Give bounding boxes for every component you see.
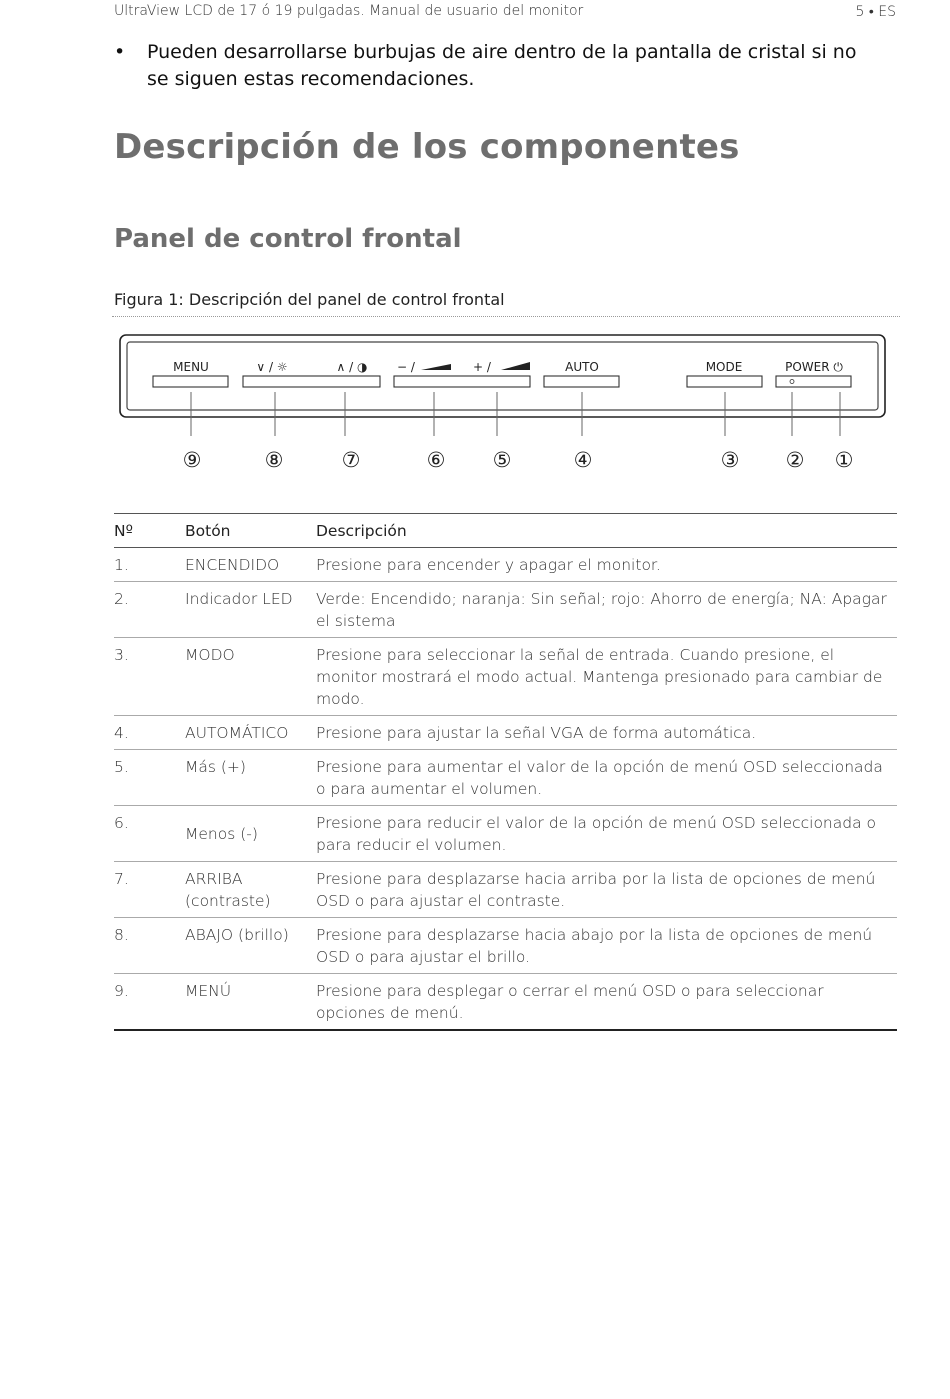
section-title: Descripción de los componentes bbox=[114, 127, 740, 167]
control-panel-diagram bbox=[112, 326, 892, 476]
header-number: Nº bbox=[114, 514, 185, 548]
label-mode: MODE bbox=[705, 360, 743, 374]
figure-divider bbox=[112, 316, 900, 317]
row-button: MODO bbox=[185, 638, 316, 716]
label-plus: + / bbox=[473, 360, 491, 374]
row-button: ABAJO (brillo) bbox=[185, 918, 316, 974]
table-row bbox=[114, 862, 897, 918]
callout-2: ② bbox=[785, 448, 805, 472]
button-description-table bbox=[114, 513, 897, 1031]
label-auto: AUTO bbox=[565, 360, 599, 374]
running-header bbox=[114, 3, 896, 21]
row-number: 3. bbox=[114, 638, 185, 716]
row-button: Indicador LED bbox=[185, 582, 316, 638]
figure-caption: Figura 1: Descripción del panel de control frontal bbox=[114, 290, 505, 309]
row-description: Presione para aumentar el valor de la opción de menú OSD seleccionada o para aumentar el volumen. bbox=[316, 750, 897, 806]
row-number: 6. bbox=[114, 806, 185, 862]
header-description: Descripción bbox=[316, 514, 897, 548]
table-row bbox=[114, 974, 897, 1031]
manual-title: UltraView LCD de 17 ó 19 pulgadas. Manual de usuario del monitor bbox=[114, 3, 584, 19]
row-button: AUTOMÁTICO bbox=[185, 716, 316, 750]
page-number: 5 • ES bbox=[855, 4, 896, 20]
table-row bbox=[114, 806, 897, 862]
label-minus: − / bbox=[397, 360, 415, 374]
callout-3: ③ bbox=[720, 448, 740, 472]
table-row bbox=[114, 716, 897, 750]
row-number: 2. bbox=[114, 582, 185, 638]
callout-4: ④ bbox=[573, 448, 593, 472]
row-description: Presione para desplazarse hacia abajo por la lista de opciones de menú OSD o para ajustar el brillo. bbox=[316, 918, 897, 974]
row-button: ENCENDIDO bbox=[185, 548, 316, 582]
table-row bbox=[114, 638, 897, 716]
bullet-text: Pueden desarrollarse burbujas de aire dentro de la pantalla de cristal si no se siguen estas recomendaciones. bbox=[147, 41, 857, 90]
callout-5: ⑤ bbox=[492, 448, 512, 472]
row-number: 8. bbox=[114, 918, 185, 974]
bullet-item bbox=[114, 39, 874, 93]
row-button: Más (+) bbox=[185, 750, 316, 806]
bullet-marker: • bbox=[114, 41, 126, 63]
table-row bbox=[114, 918, 897, 974]
table-row bbox=[114, 750, 897, 806]
row-number: 5. bbox=[114, 750, 185, 806]
row-description: Presione para desplazarse hacia arriba por la lista de opciones de menú OSD o para ajustar el contraste. bbox=[316, 862, 897, 918]
row-button: MENÚ bbox=[185, 974, 316, 1031]
row-number: 4. bbox=[114, 716, 185, 750]
row-number: 1. bbox=[114, 548, 185, 582]
row-button: ARRIBA (contraste) bbox=[185, 862, 316, 918]
row-description: Presione para seleccionar la señal de entrada. Cuando presione, el monitor mostrará el modo actual. Mantenga presionado para cambiar de modo. bbox=[316, 638, 897, 716]
label-up-contrast: ∧ / ◑ bbox=[336, 360, 368, 374]
label-menu: MENU bbox=[173, 360, 209, 374]
callout-6: ⑥ bbox=[426, 448, 446, 472]
row-button: Menos (-) bbox=[185, 806, 316, 862]
table-row bbox=[114, 548, 897, 582]
header-button: Botón bbox=[185, 514, 316, 548]
callout-8: ⑧ bbox=[264, 448, 284, 472]
table-header-row bbox=[114, 514, 897, 548]
subsection-title: Panel de control frontal bbox=[114, 224, 462, 254]
row-description: Presione para reducir el valor de la opción de menú OSD seleccionada o para reducir el volumen. bbox=[316, 806, 897, 862]
label-power: POWER ⏻ bbox=[785, 360, 843, 374]
row-description: Presione para desplegar o cerrar el menú OSD o para seleccionar opciones de menú. bbox=[316, 974, 897, 1031]
callout-7: ⑦ bbox=[341, 448, 361, 472]
callout-9: ⑨ bbox=[182, 448, 202, 472]
row-description: Presione para ajustar la señal VGA de forma automática. bbox=[316, 716, 897, 750]
label-down-brightness: ∨ / ☼ bbox=[256, 360, 288, 374]
row-description: Verde: Encendido; naranja: Sin señal; rojo: Ahorro de energía; NA: Apagar el sistema bbox=[316, 582, 897, 638]
row-description: Presione para encender y apagar el monitor. bbox=[316, 548, 897, 582]
table-row bbox=[114, 582, 897, 638]
row-number: 7. bbox=[114, 862, 185, 918]
row-number: 9. bbox=[114, 974, 185, 1031]
callout-1: ① bbox=[834, 448, 854, 472]
